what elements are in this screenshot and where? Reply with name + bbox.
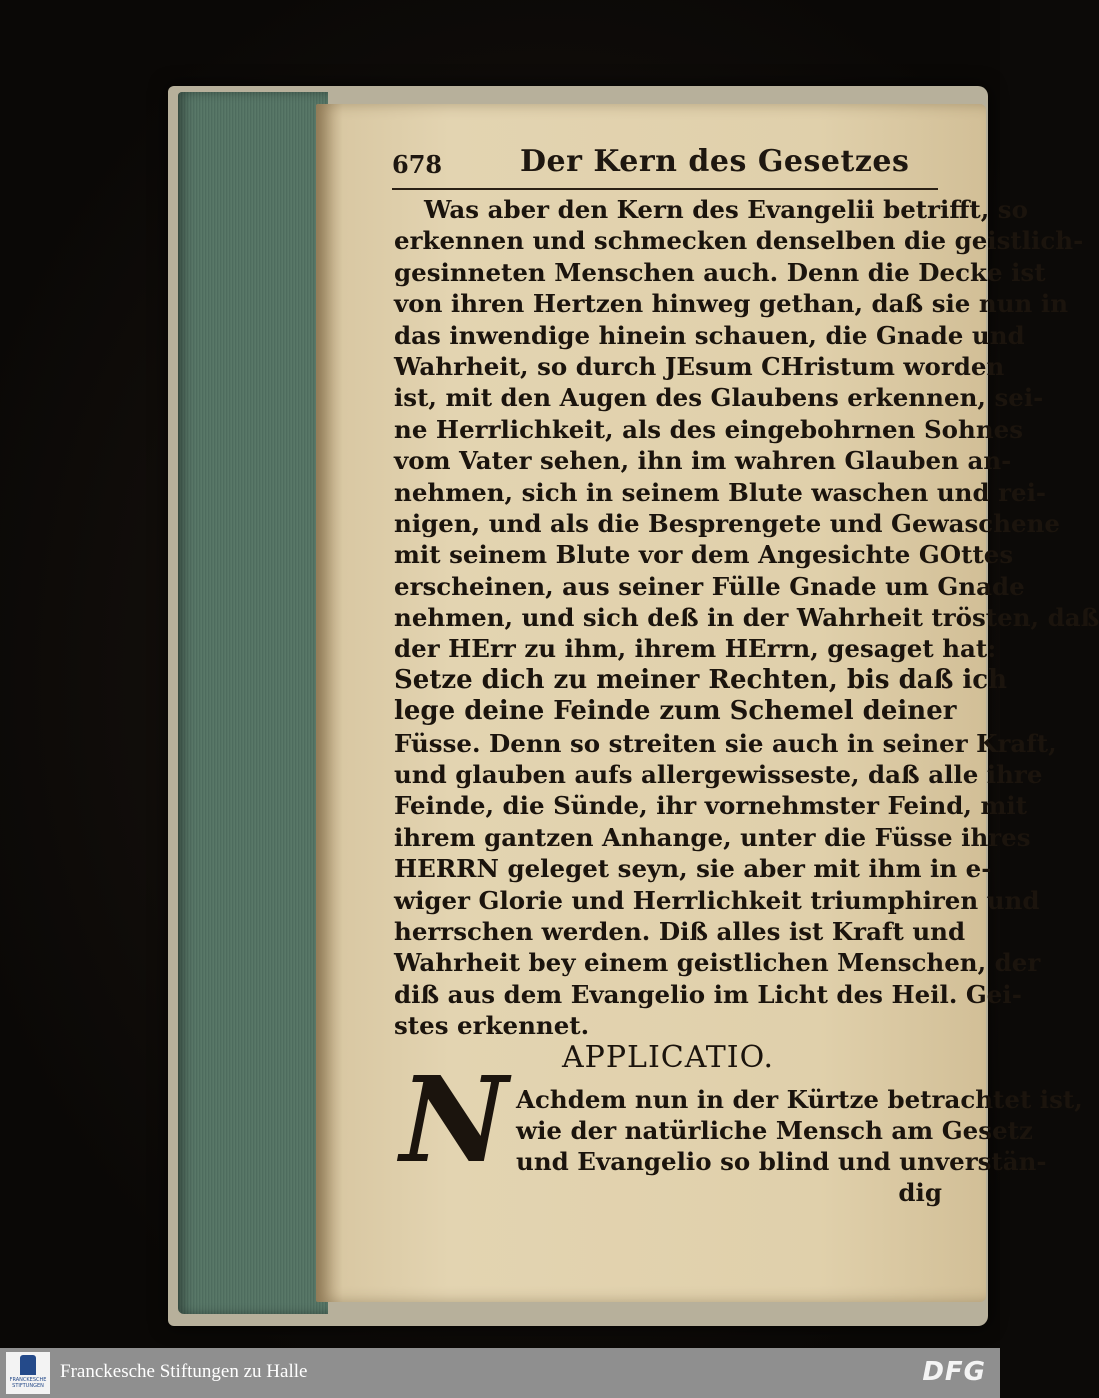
running-title: Der Kern des Gesetzes <box>520 144 910 179</box>
paragraph-kern-des-evangelii <box>394 194 1099 1042</box>
text-line: vom Vater sehen, ihn im wahren Glauben an- <box>394 446 1012 476</box>
text-line: mit seinem Blute vor dem Angesichte GOttes <box>394 540 1014 570</box>
text-line: nigen, und als die Besprengete und Gewaschene <box>394 508 1061 538</box>
text-line: Wahrheit, so durch JEsum CHristum worden <box>394 351 1005 381</box>
text-line: und glauben aufs allergewisseste, daß alle ihre <box>394 760 1043 790</box>
text-line: Was aber den Kern des Evangelii betrifft, so <box>424 195 1028 224</box>
page-number: 678 <box>392 150 443 179</box>
text-line: und Evangelio so blind und unverstän- <box>516 1147 1047 1176</box>
page-edges <box>178 92 328 1314</box>
text-line: ne Herrlichkeit, als des eingebohrnen Sohnes <box>394 414 1024 444</box>
text-line: stes erkennet. <box>394 1011 590 1041</box>
text-line: nehmen, sich in seinem Blute waschen und rei- <box>394 477 1047 507</box>
text-line: Achdem nun in der Kürtze betrachtet ist, <box>516 1085 1083 1114</box>
text-line: Wahrheit bey einem geistlichen Menschen, der <box>394 948 1041 978</box>
text-line: gesinneten Menschen auch. Denn die Decke ist <box>394 257 1046 287</box>
building-icon <box>20 1355 36 1375</box>
page-header <box>392 144 940 184</box>
text-line: das inwendige hinein schauen, die Gnade und <box>394 320 1025 350</box>
paragraph-applicatio <box>516 1084 1083 1177</box>
text-line: Feinde, die Sünde, ihr vornehmster Feind, mit <box>394 791 1028 821</box>
institution-logo[interactable] <box>6 1352 50 1394</box>
decorative-initial-letter: N <box>400 1050 508 1189</box>
text-line: lege deine Feinde zum Schemel deiner <box>394 696 957 727</box>
text-line: erkennen und schmecken denselben die geistlich- <box>394 226 1084 256</box>
text-line: nehmen, und sich deß in der Wahrheit trösten, daß <box>394 603 1099 633</box>
header-rule <box>392 188 938 190</box>
viewer-footer <box>0 1348 1000 1398</box>
text-line: wiger Glorie und Herrlichkeit triumphiren und <box>394 885 1040 915</box>
catchword: dig <box>898 1178 942 1207</box>
text-line: der HErr zu ihm, ihrem HErrn, gesaget hat: <box>394 634 997 664</box>
text-line: ihrem gantzen Anhange, unter die Füsse ihres <box>394 822 1031 852</box>
decorative-initial <box>400 1050 508 1189</box>
text-line: ist, mit den Augen des Glaubens erkennen, sei- <box>394 383 1044 413</box>
text-line: Füsse. Denn so streiten sie auch in seiner Kraft, <box>394 728 1057 758</box>
text-line: Setze dich zu meiner Rechten, bis daß ich <box>394 664 1008 695</box>
dfg-logo: DFG <box>922 1357 986 1387</box>
text-line: erscheinen, aus seiner Fülle Gnade um Gnade <box>394 571 1025 601</box>
text-line: HERRN geleget seyn, sie aber mit ihm in e- <box>394 854 992 884</box>
text-line: von ihren Hertzen hinweg gethan, daß sie nun in <box>394 289 1069 319</box>
text-line: herrschen werden. Diß alles ist Kraft und <box>394 916 966 946</box>
institution-name: Franckesche Stiftungen zu Halle <box>60 1361 308 1382</box>
text-line: wie der natürliche Mensch am Gesetz <box>516 1116 1033 1145</box>
section-heading: APPLICATIO. <box>561 1040 775 1075</box>
logo-text: FRANCKESCHE STIFTUNGEN <box>9 1377 47 1389</box>
text-line: diß aus dem Evangelio im Licht des Heil. Gei- <box>394 979 1022 1009</box>
